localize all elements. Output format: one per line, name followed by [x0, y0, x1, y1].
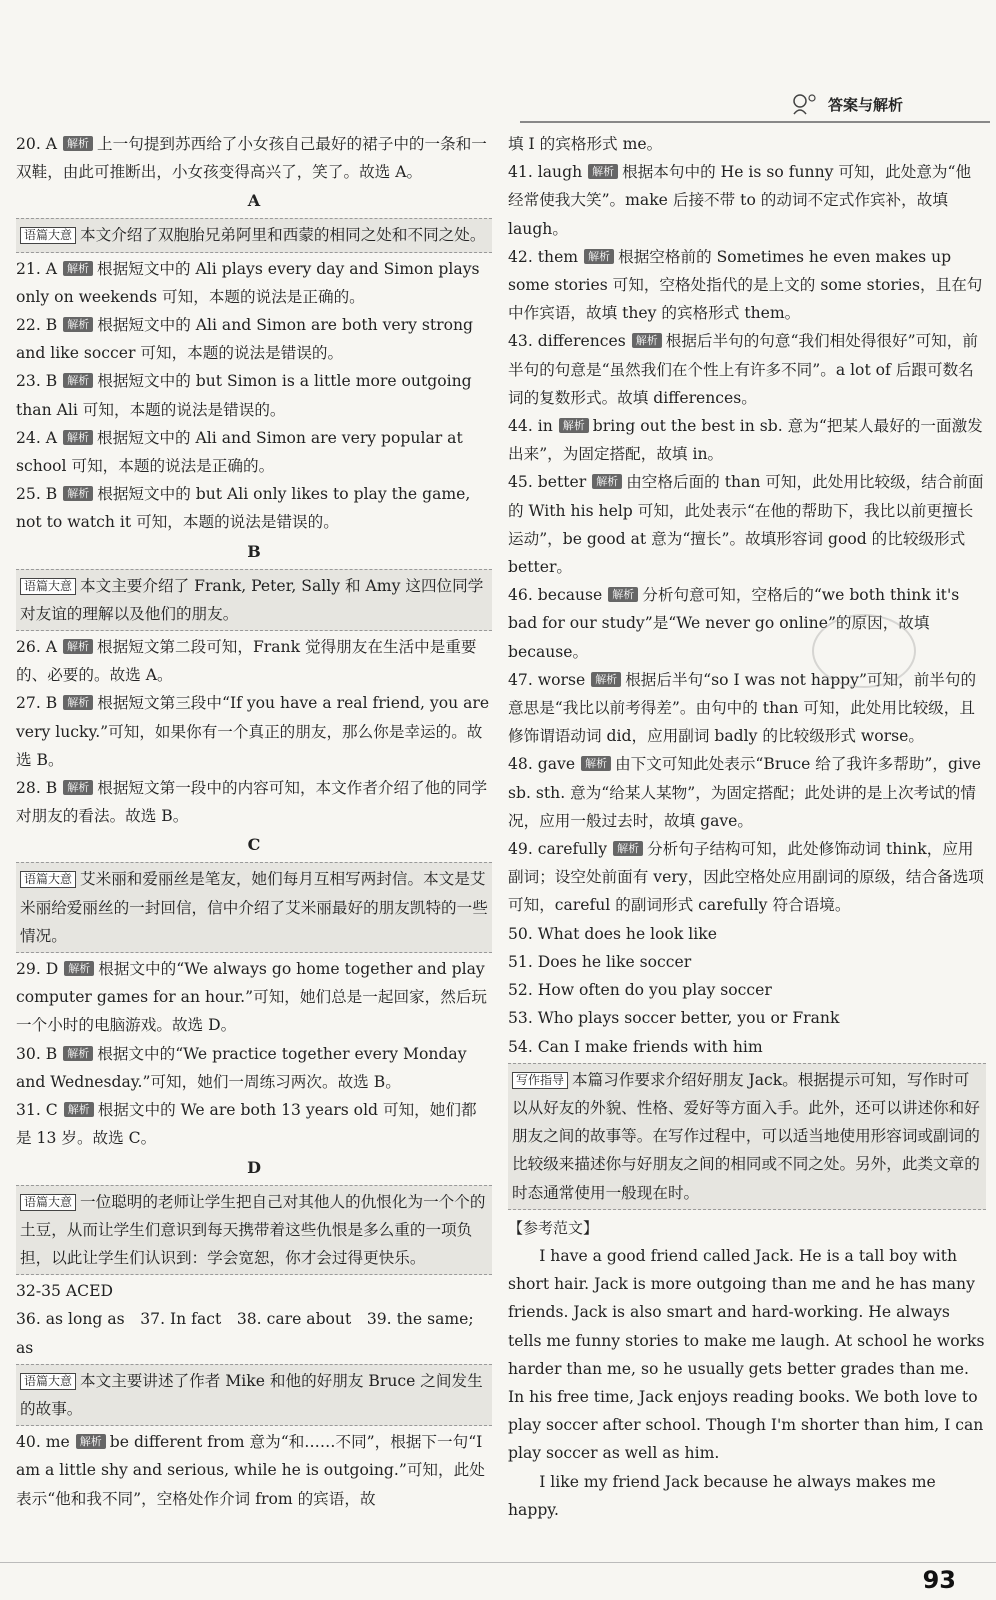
answer-29: 29. D 解析 根据文中的“We always go home together and play computer games for an hour.”可知，她们总是一起回家，然后玩一个小时的电脑游戏。故选 D。 [16, 960, 488, 1035]
answer-30: 30. B 解析 根据文中的“We practice together every Monday and Wednesday.”可知，她们一周练习两次。故选 B。 [16, 1044, 467, 1091]
answer-21: 21. A 解析 根据短文中的 Ali plays every day and Simon plays only on weekends 可知，本题的说法是正确的。 [16, 259, 480, 306]
lightbulb-person-icon [790, 92, 820, 116]
answer-42: 42. them 解析 根据空格前的 Sometimes he even makes up some stories 可知，空格处指代的是上文的 some stories，且在句中作宾语，故填 they 的宾格形式 them。 [508, 247, 983, 323]
writing-guide: 写作指导 本篇习作要求介绍好朋友 Jack。根据提示可知，写作时可以从好友的外貌、性格、爱好等方面入手。此外，还可以讲述你和好朋友之间的故事等。在写作过程中，可以适当地使用形容词或副词的比较级来描述你与好朋友之间的相同或不同之处。另外，此类文章的时态通常使用一般现在时。 [508, 1063, 986, 1210]
answer-22: 22. B 解析 根据短文中的 Ali and Simon are both very strong and like soccer 可知，本题的说法是错误的。 [16, 316, 474, 363]
passage-summary-d: 语篇大意 一位聪明的老师让学生把自己对其他人的仇恨化为一个个的土豆，从而让学生们意识到每天携带着这些仇恨是多么重的一项负担，以此让学生们认识到：学会宽恕，你才会过得更快乐。 [16, 1185, 492, 1276]
answer-43: 43. differences 解析 根据后半句的句意“我们相处得很好”可知，前半句的句意是“虽然我们在个性上有许多不同”。a lot of 后跟可数名词的复数形式。故填 differences。 [508, 332, 978, 407]
answer-28: 28. B 解析 根据短文第一段中的内容可知，本文作者介绍了他的同学对朋友的看法。故选 B。 [16, 779, 488, 826]
answer-25: 25. B 解析 根据短文中的 but Ali only likes to play the game, not to watch it 可知，本题的说法是错误的。 [16, 485, 471, 532]
answer-32-35: 32-35 ACED [16, 1282, 113, 1301]
reference-essay-paragraph: I like my friend Jack because he always makes me happy. [508, 1472, 936, 1519]
answer-52: 52. How often do you play soccer [508, 981, 772, 1000]
header-rule [520, 121, 990, 123]
answer-53: 53. Who plays soccer better, you or Frank [508, 1009, 840, 1028]
passage-summary-e: 语篇大意 本文主要讲述了作者 Mike 和他的好朋友 Bruce 之间发生的故事。 [16, 1364, 492, 1426]
answer-27: 27. B 解析 根据短文第三段中“If you have a real friend, you are very lucky.”可知，如果你有一个真正的朋友，那么你是幸运的。故选 B。 [16, 694, 490, 769]
analysis-tag: 解析 [63, 136, 93, 151]
answer-51: 51. Does he like soccer [508, 952, 692, 971]
answer-36-39: 36. as long as 37. In fact 38. care about 39. the same; as [16, 1310, 474, 1357]
answer-40-continued: 填 I 的宾格形式 me。 [508, 135, 663, 153]
answer-31: 31. C 解析 根据文中的 We are both 13 years old 可知，她们都是 13 岁。故选 C。 [16, 1101, 477, 1148]
answer-54: 54. Can I make friends with him [508, 1037, 763, 1056]
section-heading-b: B [247, 541, 261, 561]
reference-essay-title: 【参考范文】 [508, 1218, 599, 1237]
section-heading-c: C [247, 835, 261, 855]
answer-40: 40. me 解析 be different from 意为“和……不同”，根据下一句“I am a little shy and serious, while he is outgoing.”可知，此处表示“他和我不同”，空格处作介词 from 的宾语，故 [16, 1433, 485, 1508]
answer-44: 44. in 解析 bring out the best in sb. 意为“把某人最好的一面激发出来”，为固定搭配，故填 in。 [508, 417, 983, 464]
passage-summary-c: 语篇大意 艾米丽和爱丽丝是笔友，她们每月互相写两封信。本文是艾米丽给爱丽丝的一封回信，信中介绍了艾米丽最好的朋友凯特的一些情况。 [16, 862, 492, 953]
section-heading-a: A [247, 191, 261, 211]
answer-49: 49. carefully 解析 分析句子结构可知，此处修饰动词 think，应用副词；设空处前面有 very，因此空格处应用副词的原级，结合备选项可知，careful 的副词形式 carefully 符合语境。 [508, 840, 984, 915]
answer-24: 24. A 解析 根据短文中的 Ali and Simon are very popular at school 可知，本题的说法是正确的。 [16, 428, 463, 476]
passage-summary-b: 语篇大意 本文主要介绍了 Frank, Peter, Sally 和 Amy 这四位同学对友谊的理解以及他们的朋友。 [16, 569, 492, 631]
answer-50: 50. What does he look like [508, 924, 717, 943]
page-header [790, 92, 903, 116]
right-column [508, 130, 986, 1524]
answer-20: 20. A 解析 上一句提到苏西给了小女孩自己最好的裙子中的一条和一双鞋，由此可推断出，小女孩变得高兴了，笑了。故选 A。 [16, 135, 487, 182]
answer-45: 45. better 解析 由空格后面的 than 可知，此处用比较级，结合前面的 With his help 可知，此处表示“在他的帮助下，我比以前更擅长运动”，be good at 意为“擅长”。故填形容词 good 的比较级形式 better。 [508, 473, 984, 577]
passage-summary-a: 语篇大意 本文介绍了双胞胎兄弟阿里和西蒙的相同之处和不同之处。 [16, 218, 492, 252]
reference-essay-paragraph: I have a good friend called Jack. He is a tall boy with short hair. Jack is more outgoing than me and he has many friends. Jack is also smart and hard-working. He always tells me funny stories to make me laugh. At school he works harder than me, so he usually gets better grades than me. In his free time, Jack enjoys reading books. We both love to play soccer after school. Though I'm shorter than him, I can play soccer as well as him. [508, 1246, 985, 1463]
answer-41: 41. laugh 解析 根据本句中的 He is so funny 可知，此处意为“他经常使我大笑”。make 后接不带 to 的动词不定式作宾补，故填 laugh。 [508, 163, 972, 238]
footer-rule [0, 1562, 996, 1563]
header-title: 答案与解析 [828, 95, 904, 114]
answer-46: 46. because 解析 分析句意可知，空格后的“we both think it's bad for our study”是“We never go online”的原因，故填 because。 [508, 586, 960, 661]
left-column [16, 130, 492, 1513]
homework-stamp [812, 614, 916, 688]
answer-47: 47. worse 解析 根据后半句“so I was not happy”可知，前半句的意思是“我比以前考得差”。由句中的 than 可知，此处用比较级，且修饰谓语动词 did，应用副词 badly 的比较级形式 worse。 [508, 670, 977, 746]
section-heading-d: D [247, 1157, 261, 1177]
answer-48: 48. gave 解析 由下文可知此处表示“Bruce 给了我许多帮助”，give sb. sth. 意为“给某人某物”，为固定搭配；此处讲的是上次考试的情况，应用一般过去时，故填 gave。 [508, 755, 981, 830]
answer-23: 23. B 解析 根据短文中的 but Simon is a little more outgoing than Ali 可知，本题的说法是错误的。 [16, 372, 472, 419]
page-number: 93 [922, 1566, 956, 1594]
answer-26: 26. A 解析 根据短文第二段可知，Frank 觉得朋友在生活中是重要的、必要的。故选 A。 [16, 638, 477, 685]
